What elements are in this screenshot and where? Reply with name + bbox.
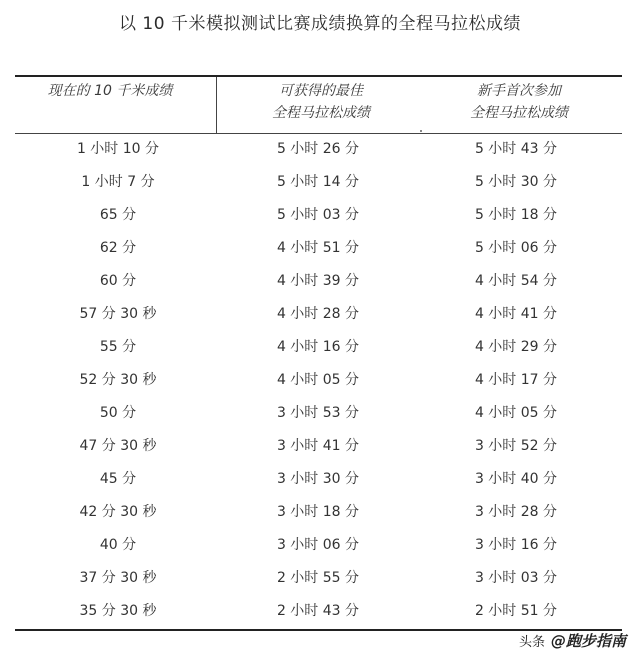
table-row — [15, 329, 622, 362]
table-row — [15, 131, 622, 164]
table-row — [15, 494, 622, 527]
header-line: 全程马拉松成绩 — [470, 105, 568, 121]
table-row — [15, 164, 622, 197]
cell-current-10k: 40 分 — [99, 536, 137, 553]
cell-current-10k: 65 分 — [99, 206, 137, 223]
table-body — [15, 131, 622, 626]
cell-best-marathon: 3 小时 30 分 — [276, 470, 360, 487]
cell-beginner-marathon: 3 小时 52 分 — [474, 437, 558, 454]
cell-current-10k: 37 分 30 秒 — [79, 569, 157, 586]
cell-best-marathon: 4 小时 28 分 — [276, 305, 360, 322]
cell-best-marathon: 2 小时 43 分 — [276, 602, 360, 619]
table-row — [15, 461, 622, 494]
cell-beginner-marathon: 4 小时 05 分 — [474, 404, 558, 421]
cell-best-marathon: 4 小时 05 分 — [276, 371, 360, 388]
table-row — [15, 197, 622, 230]
cell-best-marathon: 4 小时 39 分 — [276, 272, 360, 289]
watermark-source: 头条 — [518, 635, 545, 650]
watermark-name: @跑步指南 — [550, 632, 626, 650]
cell-beginner-marathon: 4 小时 29 分 — [474, 338, 558, 355]
cell-best-marathon: 2 小时 55 分 — [276, 569, 360, 586]
cell-beginner-marathon: 4 小时 17 分 — [474, 371, 558, 388]
table-row — [15, 362, 622, 395]
page-title: 以 10 千米模拟测试比赛成绩换算的全程马拉松成绩 — [119, 14, 521, 34]
cell-beginner-marathon: 5 小时 30 分 — [474, 173, 558, 190]
header-line: 现在的 10 千米成绩 — [47, 83, 173, 99]
table-row — [15, 560, 622, 593]
cell-beginner-marathon: 3 小时 03 分 — [474, 569, 558, 586]
table-row — [15, 593, 622, 626]
cell-best-marathon: 4 小时 51 分 — [276, 239, 360, 256]
table-top-rule — [15, 75, 622, 77]
cell-current-10k: 47 分 30 秒 — [79, 437, 157, 454]
cell-beginner-marathon: 3 小时 16 分 — [474, 536, 558, 553]
cell-best-marathon: 5 小时 03 分 — [276, 206, 360, 223]
cell-beginner-marathon: 5 小时 18 分 — [474, 206, 558, 223]
cell-best-marathon: 4 小时 16 分 — [276, 338, 360, 355]
cell-current-10k: 57 分 30 秒 — [79, 305, 157, 322]
header-column-divider — [216, 77, 217, 134]
table-row — [15, 296, 622, 329]
cell-best-marathon: 3 小时 18 分 — [276, 503, 360, 520]
cell-current-10k: 62 分 — [99, 239, 137, 256]
cell-beginner-marathon: 4 小时 41 分 — [474, 305, 558, 322]
cell-beginner-marathon: 3 小时 28 分 — [474, 503, 558, 520]
table-row — [15, 395, 622, 428]
cell-current-10k: 45 分 — [99, 470, 137, 487]
cell-beginner-marathon: 2 小时 51 分 — [474, 602, 558, 619]
cell-best-marathon: 5 小时 26 分 — [276, 140, 360, 157]
header-current-10k — [20, 80, 200, 102]
cell-current-10k: 42 分 30 秒 — [79, 503, 157, 520]
cell-current-10k: 52 分 30 秒 — [79, 371, 157, 388]
header-line: 可获得的最佳 — [279, 83, 363, 99]
header-beginner-marathon — [424, 80, 614, 124]
cell-beginner-marathon: 5 小时 06 分 — [474, 239, 558, 256]
table-row — [15, 527, 622, 560]
cell-best-marathon: 3 小时 53 分 — [276, 404, 360, 421]
cell-beginner-marathon: 5 小时 43 分 — [474, 140, 558, 157]
cell-current-10k: 60 分 — [99, 272, 137, 289]
table-row — [15, 263, 622, 296]
cell-current-10k: 1 小时 10 分 — [76, 140, 160, 157]
cell-best-marathon: 5 小时 14 分 — [276, 173, 360, 190]
table-row — [15, 428, 622, 461]
table-row — [15, 230, 622, 263]
cell-current-10k: 35 分 30 秒 — [79, 602, 157, 619]
header-line: 全程马拉松成绩 — [272, 105, 370, 121]
header-best-marathon — [226, 80, 416, 124]
cell-best-marathon: 3 小时 06 分 — [276, 536, 360, 553]
watermark — [519, 630, 628, 651]
cell-current-10k: 1 小时 7 分 — [81, 173, 155, 190]
cell-beginner-marathon: 4 小时 54 分 — [474, 272, 558, 289]
cell-current-10k: 55 分 — [99, 338, 137, 355]
cell-best-marathon: 3 小时 41 分 — [276, 437, 360, 454]
cell-current-10k: 50 分 — [99, 404, 137, 421]
header-line: 新手首次参加 — [477, 83, 561, 99]
cell-beginner-marathon: 3 小时 40 分 — [474, 470, 558, 487]
